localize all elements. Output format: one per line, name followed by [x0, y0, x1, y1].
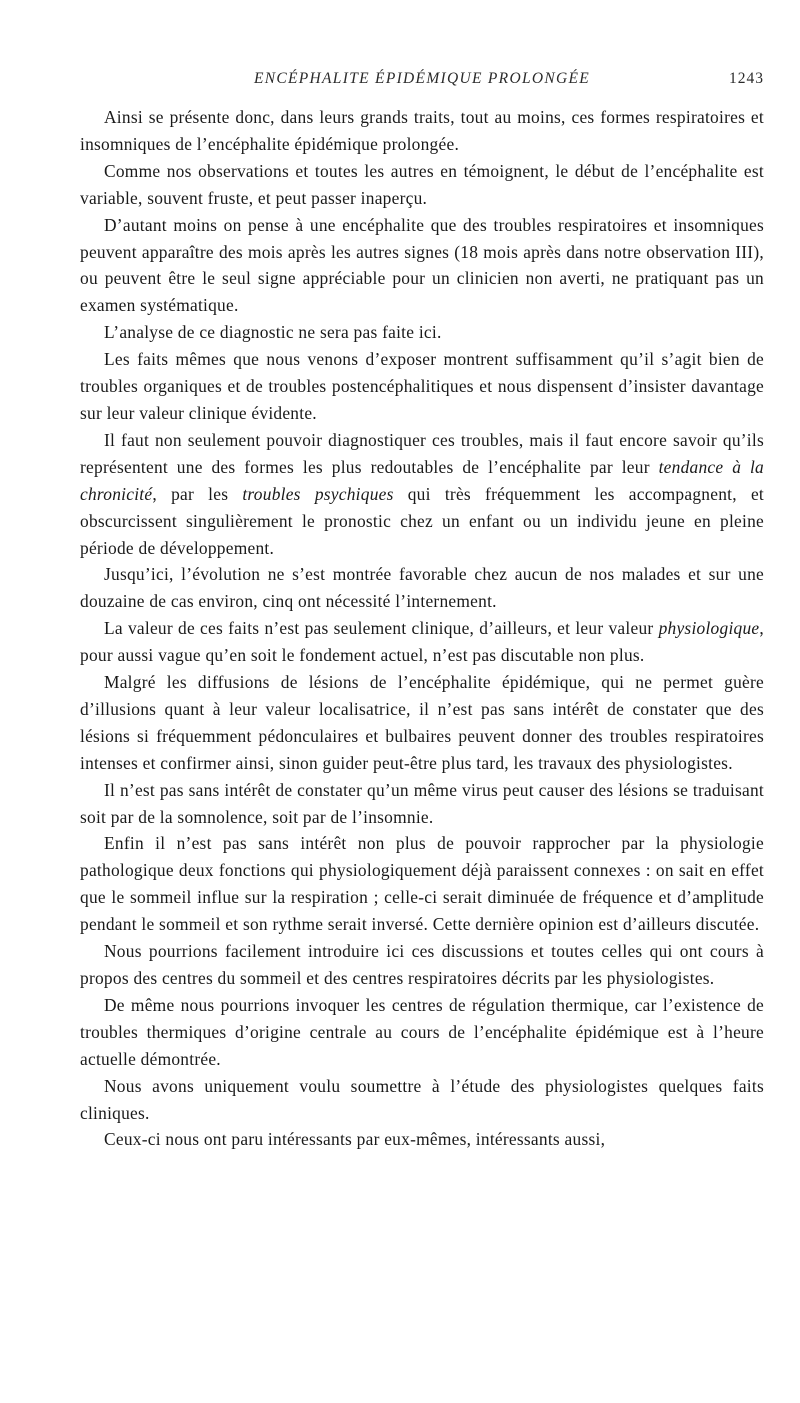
- emphasis-chronicite: tendance à la chronicité: [80, 456, 764, 504]
- paragraph-2: Comme nos observations et toutes les autres en témoignent, le début de l’encéphalite est variable, souvent fruste, et peut passer inaperçu.: [80, 160, 764, 208]
- paragraph-11: Enfin il n’est pas sans intérêt non plus de pouvoir rapprocher par la physiologie pathologique deux fonctions qui physiologiquement déjà paraissent connexes : on sait en effet que le sommeil influe sur la respiration ; celle-ci serait diminuée de fréquence et d’amplitude pendant le sommeil et son rythme serait inversé. Cette dernière opinion est d’ailleurs discutée.: [80, 833, 764, 935]
- paragraph-8-text-a: La valeur de ces faits n’est pas seulement clinique, d’ailleurs, et leur valeur: [104, 618, 659, 639]
- paragraph-3: D’autant moins on pense à une encéphalite que des troubles respiratoires et insomniques peuvent apparaître des mois après les autres signes (18 mois après dans notre observation III), ou peuvent être le seul signe appréciable pour un clinicien non averti, ne pratiquant pas un examen systématique.: [80, 214, 764, 316]
- emphasis-troubles-psychiques: troubles psychiques: [242, 483, 394, 504]
- paragraph-8-text-b: , pour aussi vague qu’en soit le fondement actuel, n’est pas discutable non plus.: [80, 618, 764, 666]
- paragraph-13: De même nous pourrions invoquer les centres de régulation thermique, car l’existence de troubles thermiques d’origine centrale au cours de l’encéphalite épidémique est à l’heure actuelle démontrée.: [80, 994, 764, 1069]
- paragraph-10: Il n’est pas sans intérêt de constater qu’un même virus peut causer des lésions se traduisant soit par de la somnolence, soit par de l’insomnie.: [80, 779, 764, 827]
- paragraph-6-text-a: Il faut non seulement pouvoir diagnostiquer ces troubles, mais il faut encore savoir qu’ils représentent une des formes les plus redoutables de l’encéphalite par leur: [80, 429, 764, 477]
- paragraph-14: Nous avons uniquement voulu soumettre à l’étude des physiologistes quelques faits cliniques.: [80, 1075, 764, 1123]
- page-number: 1243: [729, 70, 764, 87]
- paragraph-8: [80, 615, 764, 669]
- body-text: [80, 104, 764, 1153]
- running-head: [80, 70, 764, 94]
- paragraph-6-text-c: qui très fréquemment les accompagnent, et obscurcissent singulièrement le pronostic chez un enfant ou un individu jeune en pleine période de développement.: [80, 483, 764, 558]
- paragraph-12: Nous pourrions facilement introduire ici ces discussions et toutes celles qui ont cours à propos des centres du sommeil et des centres respiratoires décrits par les physiologistes.: [80, 941, 764, 988]
- paragraph-6-text-b: , par les: [152, 483, 243, 504]
- paragraph-1: Ainsi se présente donc, dans leurs grands traits, tout au moins, ces formes respiratoires et insomniques de l’encéphalite épidémique prolongée.: [80, 107, 764, 154]
- paragraph-6: [80, 427, 764, 562]
- running-title: ENCÉPHALITE ÉPIDÉMIQUE PROLONGÉE: [253, 70, 591, 87]
- paragraph-5: Les faits mêmes que nous venons d’exposer montrent suffisamment qu’il s’agit bien de troubles organiques et de troubles postencéphalitiques et nous dispensent d’insister davantage sur leur valeur clinique évidente.: [80, 349, 764, 423]
- emphasis-physiologique: physiologique: [658, 618, 760, 639]
- paragraph-4: L’analyse de ce diagnostic ne sera pas faite ici.: [104, 322, 442, 343]
- paragraph-15: Ceux-ci nous ont paru intéressants par eux-mêmes, intéressants aussi,: [104, 1129, 606, 1150]
- paragraph-7: Jusqu’ici, l’évolution ne s’est montrée favorable chez aucun de nos malades et sur une douzaine de cas environ, cinq ont nécessité l’internement.: [80, 564, 764, 612]
- paragraph-9: Malgré les diffusions de lésions de l’encéphalite épidémique, qui ne permet guère d’illusions quant à leur valeur localisatrice, il n’est pas sans intérêt de constater que des lésions si fréquemment pédonculaires et bulbaires peuvent donner des troubles respiratoires intenses et confirmer ainsi, sinon guider peut-être plus tard, les travaux des physiologistes.: [80, 672, 764, 773]
